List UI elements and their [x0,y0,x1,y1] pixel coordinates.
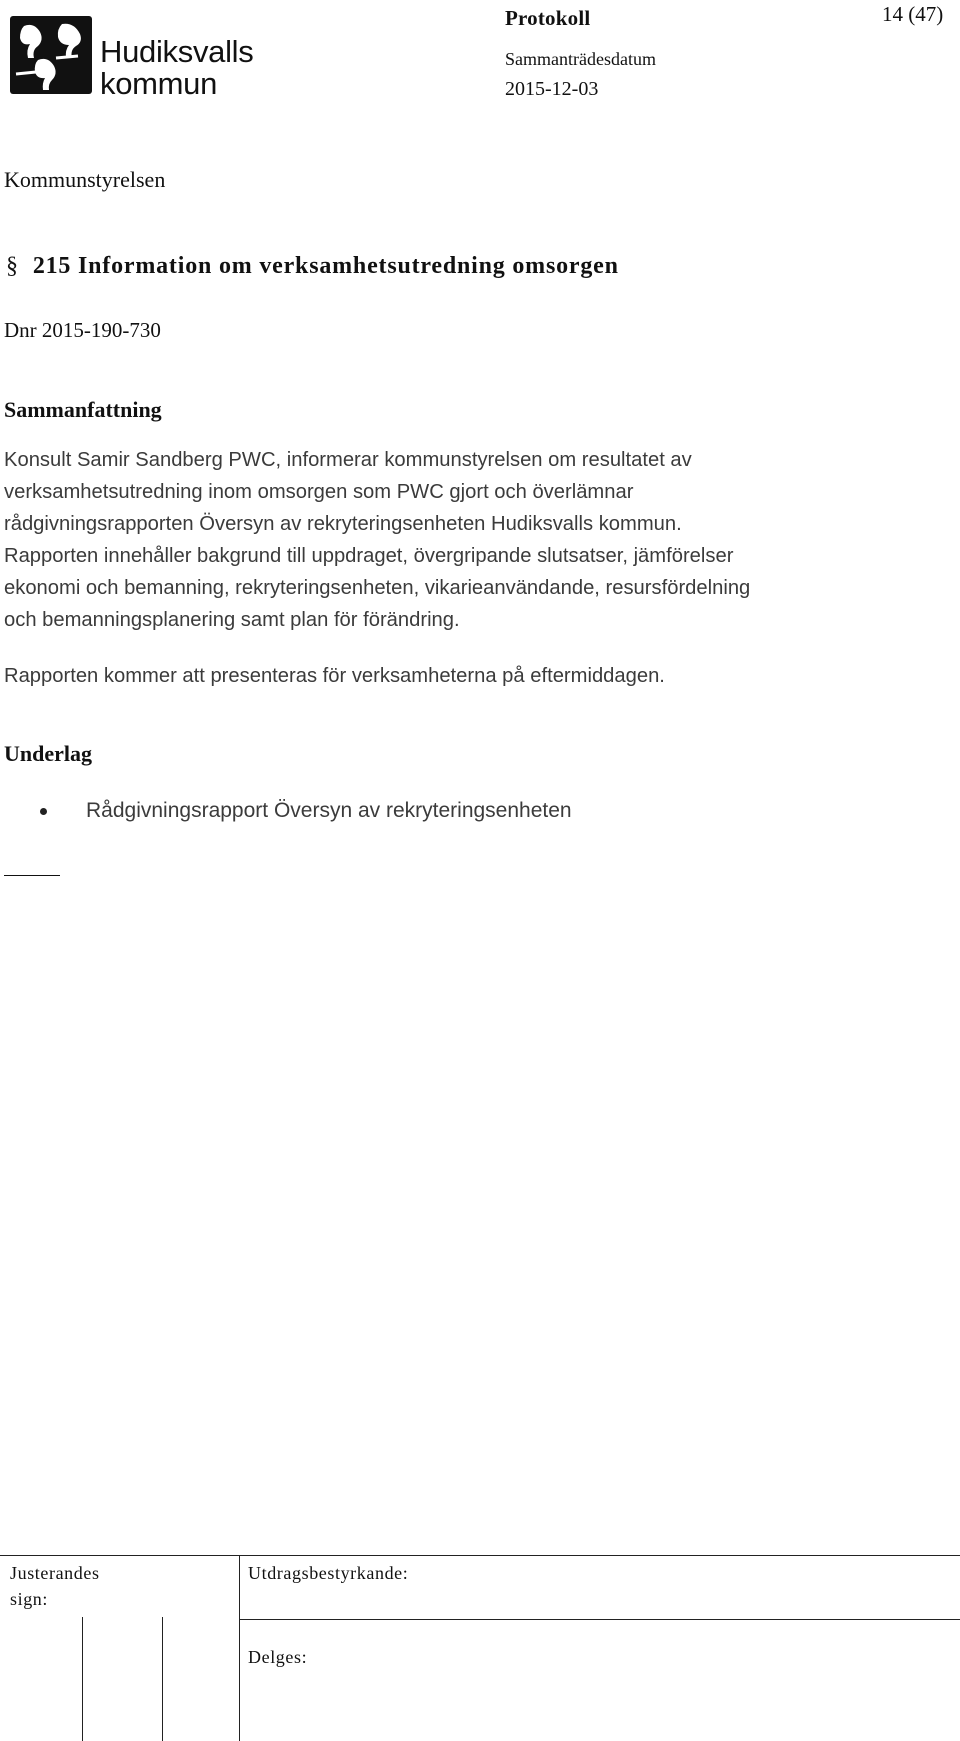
summary-line: verksamhetsutredning inom omsorgen som PWC gjort och överlämnar [4,481,634,503]
utdragsbestyrkande-label: Utdragsbestyrkande: [248,1563,409,1583]
attachment-list [40,795,572,827]
municipality-logo [10,16,255,101]
signature-box-divider [82,1617,83,1741]
summary-line: och bemanningsplanering samt plan för förändring. [4,609,460,631]
logo-text-line1: Hudiksvalls [100,34,254,69]
signature-box-divider [162,1617,163,1741]
summary-line: ekonomi och bemanning, rekryteringsenheten, vikarieanvändande, resursfördelning [4,577,751,599]
summary-paragraph-2: Rapporten kommer att presenteras för verksamheterna på eftermiddagen. [4,665,665,687]
page-number: 14 (47) [882,2,944,26]
goat-heads-emblem-icon [10,16,92,94]
footer-column-divider [239,1555,240,1741]
footer-row-divider [240,1619,960,1620]
logo-text-line2: kommun [100,66,218,101]
organization-name: Kommunstyrelsen [4,167,166,192]
summary-heading: Sammanfattning [4,397,162,422]
summary-line: rådgivningsrapporten Översyn av rekryteringsenheten Hudiksvalls kommun. [4,513,682,535]
attachment-title: Rådgivningsrapport Översyn av rekryteringsenheten [86,799,572,822]
document-type: Protokoll [505,6,591,30]
justerandes-label: Justerandes [10,1563,100,1583]
footnote-divider [4,875,60,876]
section-sign: § [6,253,19,279]
meeting-date: 2015-12-03 [505,78,599,100]
basis-heading: Underlag [4,741,92,766]
sign-label: sign: [10,1589,49,1609]
bullet-icon [40,808,47,815]
diary-number: Dnr 2015-190-730 [4,318,161,342]
list-item [40,795,572,827]
footer-top-rule [0,1555,960,1556]
summary-paragraph [4,444,954,636]
item-title [6,253,619,280]
signature-footer [0,1555,960,1741]
summary-line: Konsult Samir Sandberg PWC, informerar kommunstyrelsen om resultatet av [4,449,692,471]
delges-label: Delges: [248,1647,308,1667]
meeting-date-label: Sammanträdesdatum [505,49,656,69]
summary-line: Rapporten innehåller bakgrund till uppdraget, övergripande slutsatser, jämförelser [4,545,734,567]
item-title-text: 215 Information om verksamhetsutredning omsorgen [32,253,619,279]
